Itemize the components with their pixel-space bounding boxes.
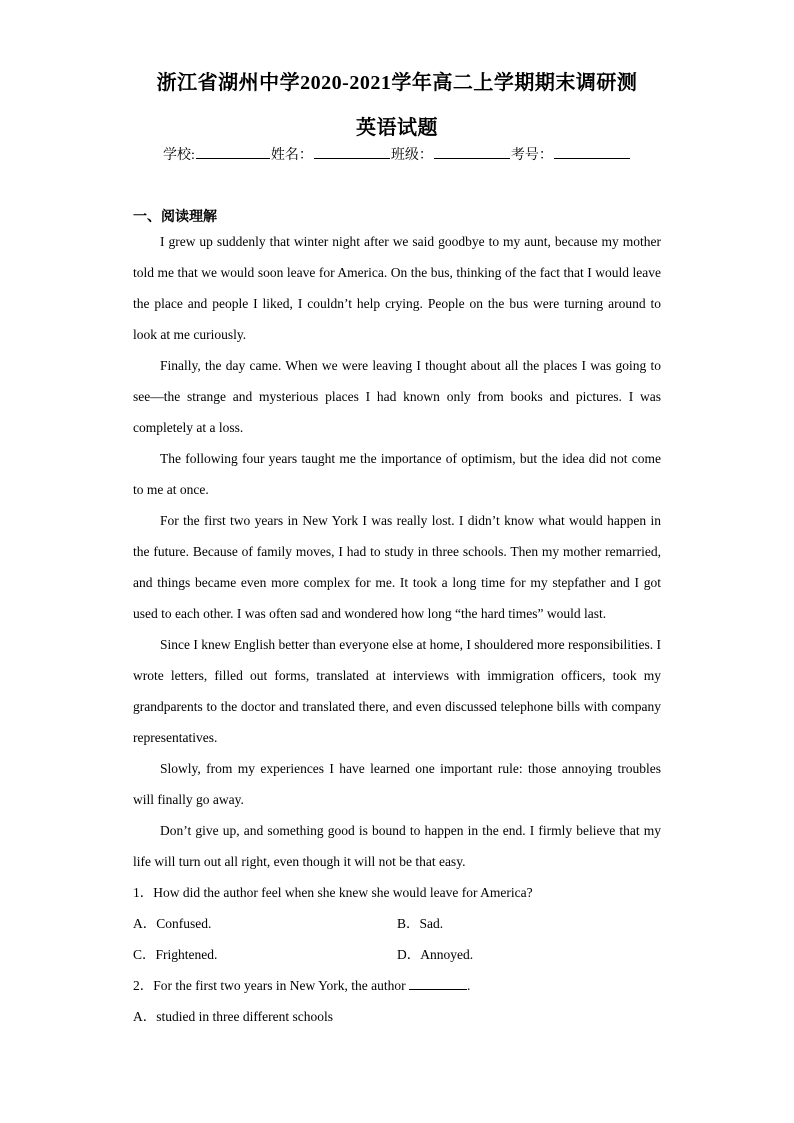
- question-2-option-a: A．studied in three different schools: [133, 1009, 333, 1024]
- question-1-option-b: B．Sad.: [397, 916, 444, 931]
- reading-passage: [133, 226, 661, 1032]
- section-heading: 一、阅读理解: [133, 210, 217, 225]
- question-1-options-row-1: [133, 908, 661, 939]
- class-blank: [434, 144, 510, 159]
- question-1-option-c: C．Frightened.: [133, 947, 218, 962]
- exam-title: 浙江省湖州中学2020-2021学年高二上学期期末调研测: [156, 72, 638, 94]
- question-2-stem-end: .: [466, 978, 471, 993]
- school-blank: [196, 144, 270, 159]
- class-label: 班级：: [390, 148, 433, 163]
- name-blank: [314, 144, 390, 159]
- exam-subtitle: 英语试题: [356, 117, 438, 139]
- exam-number-blank: [554, 144, 630, 159]
- question-1-option-d: D．Annoyed.: [397, 947, 474, 962]
- question-1-options-row-2: [133, 939, 661, 970]
- passage-paragraph: Don’t give up, and something good is bound to happen in the end. I firmly believe that my life will turn out all right, even though it will not be that easy.: [133, 823, 661, 869]
- passage-paragraph: For the first two years in New York I was really lost. I didn’t know what would happen in the future. Because of family moves, I had to study in three schools. Then my mother remarried, and things became even more complex for me. It took a long time for my stepfather and I got used to each other. I was often sad and wondered how long “the hard times” would last.: [133, 513, 661, 621]
- name-label: 姓名：: [270, 148, 313, 163]
- question-1-option-a: A．Confused.: [133, 916, 212, 931]
- question-2-stem: 2．For the first two years in New York, the author: [133, 978, 406, 993]
- question-2-stem-line: [133, 970, 661, 1001]
- passage-paragraph: I grew up suddenly that winter night after we said goodbye to my aunt, because my mother told me that we would soon leave for America. On the bus, thinking of the fact that I would leave the place and people I liked, I couldn’t help crying. People on the bus were turning around to look at me curiously.: [133, 234, 661, 342]
- passage-paragraph: Finally, the day came. When we were leaving I thought about all the places I was going to see—the strange and mysterious places I had known only from books and pictures. I was completely at a loss.: [133, 358, 661, 435]
- question-1-stem: 1．How did the author feel when she knew she would leave for America?: [133, 885, 533, 900]
- passage-paragraph: Slowly, from my experiences I have learned one important rule: those annoying troubles will finally go away.: [133, 761, 661, 807]
- passage-paragraph: The following four years taught me the importance of optimism, but the idea did not come to me at once.: [133, 451, 661, 497]
- exam-number-label: 考号：: [510, 148, 553, 163]
- passage-paragraph: Since I knew English better than everyone else at home, I shouldered more responsibilities. I wrote letters, filled out forms, translated at interviews with immigration officers, took my grandparents to the doctor and translated there, and even discussed telephone bills with company representatives.: [133, 637, 661, 745]
- question-2-answer-blank: [409, 975, 467, 990]
- student-info-line: [163, 144, 663, 164]
- school-label: 学校:: [163, 148, 195, 163]
